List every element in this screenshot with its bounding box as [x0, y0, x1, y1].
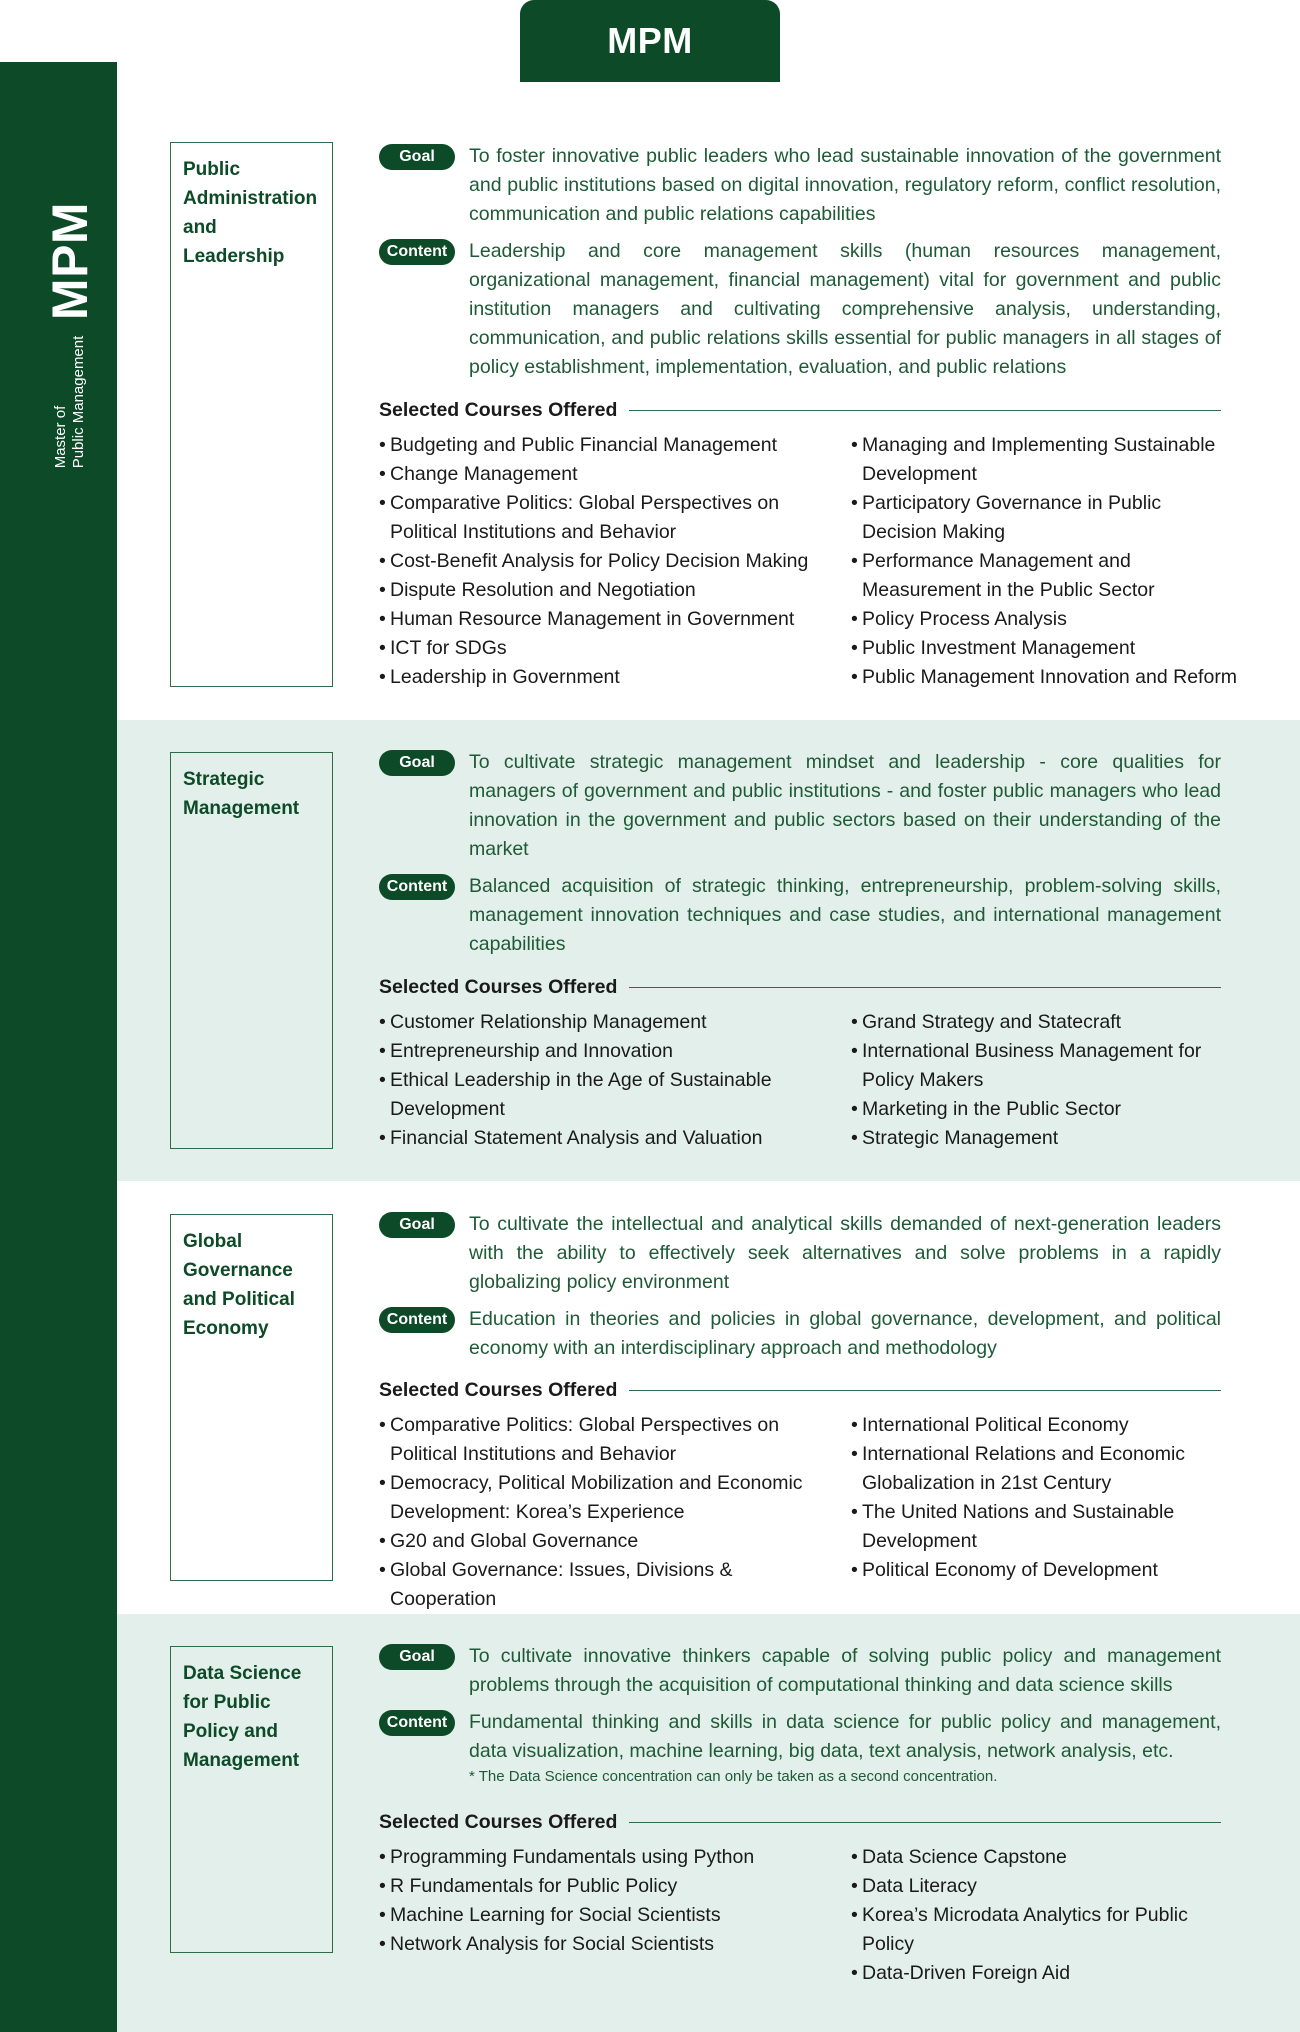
course-item: • Performance Management and Measurement in the Public Sector — [851, 547, 1241, 605]
course-item: • Dispute Resolution and Negotiation — [379, 576, 839, 605]
content-text: Balanced acquisition of strategic thinking, entrepreneurship, problem-solving skills, management innovation techniques and case studies, and international management capabilities — [469, 875, 1221, 955]
goal-badge: Goal — [379, 1212, 455, 1238]
course-item: • Data Literacy — [851, 1872, 1241, 1901]
course-item: • Grand Strategy and Statecraft — [851, 1008, 1241, 1037]
course-item: • Political Economy of Development — [851, 1556, 1241, 1585]
course-column-right — [851, 1411, 1241, 1585]
course-item: • International Political Economy — [851, 1411, 1241, 1440]
content-row — [379, 237, 1221, 382]
sidebar — [0, 62, 117, 2032]
courses-heading-rule — [629, 987, 1221, 988]
course-column-right — [851, 431, 1241, 692]
goal-text: To foster innovative public leaders who lead sustainable innovation of the government and public institutions based on digital innovation, regulatory reform, conflict resolution, communication and public relations capabilities — [469, 145, 1221, 225]
goal-text: To cultivate the intellectual and analytical skills demanded of next-generation leaders with the ability to effectively seek alternatives and solve problems in a rapidly globalizing policy environment — [469, 1213, 1221, 1293]
course-item: • Cost-Benefit Analysis for Policy Decision Making — [379, 547, 839, 576]
course-item: • Public Investment Management — [851, 634, 1241, 663]
course-item: • International Relations and Economic Globalization in 21st Century — [851, 1440, 1241, 1498]
course-item: • Global Governance: Issues, Divisions & Cooperation — [379, 1556, 839, 1614]
course-item: • International Business Management for Policy Makers — [851, 1037, 1241, 1095]
courses-heading — [379, 1811, 1221, 1834]
content-badge: Content — [379, 1710, 455, 1736]
concentration-details — [379, 1642, 1221, 1796]
concentration-strategic-management — [117, 720, 1300, 1181]
goal-row — [379, 142, 1221, 229]
mpm-header-label: MPM — [607, 20, 693, 61]
course-item: • Marketing in the Public Sector — [851, 1095, 1241, 1124]
course-item: • Data-Driven Foreign Aid — [851, 1959, 1241, 1988]
course-item: • Network Analysis for Social Scientists — [379, 1930, 839, 1959]
courses-heading — [379, 399, 1221, 422]
course-column-left — [379, 1411, 839, 1614]
concentration-name-box — [170, 1214, 333, 1581]
courses-heading-label: Selected Courses Offered — [379, 1379, 618, 1401]
content-badge: Content — [379, 239, 455, 265]
courses-heading-rule — [629, 1822, 1221, 1823]
course-item: • Comparative Politics: Global Perspectives on Political Institutions and Behavior — [379, 1411, 839, 1469]
course-item: • Democracy, Political Mobilization and Economic Development: Korea’s Experience — [379, 1469, 839, 1527]
goal-row — [379, 1642, 1221, 1700]
concentration-name-box — [170, 142, 333, 687]
courses-heading-label: Selected Courses Offered — [379, 1811, 618, 1833]
concentration-details — [379, 142, 1221, 390]
concentration-name: Global Governance and Political Economy — [183, 1231, 295, 1339]
concentration-name: Strategic Management — [183, 769, 300, 819]
course-item: • Data Science Capstone — [851, 1843, 1241, 1872]
course-item: • Budgeting and Public Financial Management — [379, 431, 839, 460]
concentration-details — [379, 1210, 1221, 1371]
sidebar-full-line2: Public Management — [70, 335, 87, 469]
concentration-details — [379, 748, 1221, 967]
concentration-name-box — [170, 752, 333, 1149]
content-text: Fundamental thinking and skills in data science for public policy and management, data visualization, machine learning, big data, text analysis, network analysis, etc. — [469, 1711, 1221, 1762]
course-item: • Ethical Leadership in the Age of Sustainable Development — [379, 1066, 839, 1124]
courses-heading — [379, 976, 1221, 999]
concentration-public-administration — [117, 0, 1300, 720]
concentration-note: * The Data Science concentration can only be taken as a second concentration. — [469, 1768, 998, 1785]
content-row — [379, 872, 1221, 959]
content-text: Education in theories and policies in global governance, development, and political economy with an interdisciplinary approach and methodology — [469, 1308, 1221, 1359]
course-item: • Human Resource Management in Government — [379, 605, 839, 634]
course-item: • Managing and Implementing Sustainable Development — [851, 431, 1241, 489]
goal-badge: Goal — [379, 1644, 455, 1670]
course-item: • Public Management Innovation and Reform — [851, 663, 1241, 692]
sidebar-abbr-text: MPM — [42, 201, 98, 321]
course-item: • Korea’s Microdata Analytics for Public Policy — [851, 1901, 1241, 1959]
content-badge: Content — [379, 1307, 455, 1333]
content-text: Leadership and core management skills (human resources management, organizational management, financial management) vital for government and public institution managers and cultivating comprehensive analysis, understanding, communication, and public relations skills essential for public managers in all stages of policy establishment, implementation, evaluation, and public relations — [469, 240, 1221, 378]
content-badge: Content — [379, 874, 455, 900]
course-item: • R Fundamentals for Public Policy — [379, 1872, 839, 1901]
course-item: • Financial Statement Analysis and Valuation — [379, 1124, 839, 1153]
sidebar-full-name — [44, 330, 96, 474]
concentration-name: Data Science for Public Policy and Management — [183, 1663, 302, 1771]
courses-heading-rule — [629, 410, 1221, 411]
goal-row — [379, 748, 1221, 864]
goal-text: To cultivate strategic management mindset and leadership - core qualities for managers of government and public institutions - and foster public managers who lead innovation in the government and public sectors based on their understanding of the market — [469, 751, 1221, 860]
course-column-left — [379, 431, 839, 692]
course-item: • Entrepreneurship and Innovation — [379, 1037, 839, 1066]
course-item: • Policy Process Analysis — [851, 605, 1241, 634]
course-column-right — [851, 1843, 1241, 1988]
goal-row — [379, 1210, 1221, 1297]
course-column-right — [851, 1008, 1241, 1153]
course-item: • Change Management — [379, 460, 839, 489]
content-row — [379, 1305, 1221, 1363]
course-item: • G20 and Global Governance — [379, 1527, 839, 1556]
courses-heading-label: Selected Courses Offered — [379, 976, 618, 998]
concentration-name-box — [170, 1646, 333, 1953]
course-item: • Participatory Governance in Public Decision Making — [851, 489, 1241, 547]
course-item: • Leadership in Government — [379, 663, 839, 692]
courses-heading — [379, 1379, 1221, 1402]
course-item: • ICT for SDGs — [379, 634, 839, 663]
course-item: • The United Nations and Sustainable Development — [851, 1498, 1241, 1556]
goal-badge: Goal — [379, 750, 455, 776]
course-item: • Machine Learning for Social Scientists — [379, 1901, 839, 1930]
course-column-left — [379, 1008, 839, 1153]
goal-text: To cultivate innovative thinkers capable of solving public policy and management problems through the acquisition of computational thinking and data science skills — [469, 1645, 1221, 1696]
concentration-global-governance — [117, 1181, 1300, 1614]
content-row — [379, 1708, 1221, 1788]
concentration-name: Public Administration and Leadership — [183, 159, 318, 267]
course-item: • Customer Relationship Management — [379, 1008, 839, 1037]
courses-heading-label: Selected Courses Offered — [379, 399, 618, 421]
sidebar-abbreviation — [42, 201, 98, 321]
goal-badge: Goal — [379, 144, 455, 170]
concentration-data-science — [117, 1614, 1300, 2032]
course-item: • Comparative Politics: Global Perspectives on Political Institutions and Behavior — [379, 489, 839, 547]
sidebar-full-line1: Master of — [52, 405, 69, 469]
courses-heading-rule — [629, 1390, 1221, 1391]
course-item: • Strategic Management — [851, 1124, 1241, 1153]
course-column-left — [379, 1843, 839, 1959]
course-item: • Programming Fundamentals using Python — [379, 1843, 839, 1872]
